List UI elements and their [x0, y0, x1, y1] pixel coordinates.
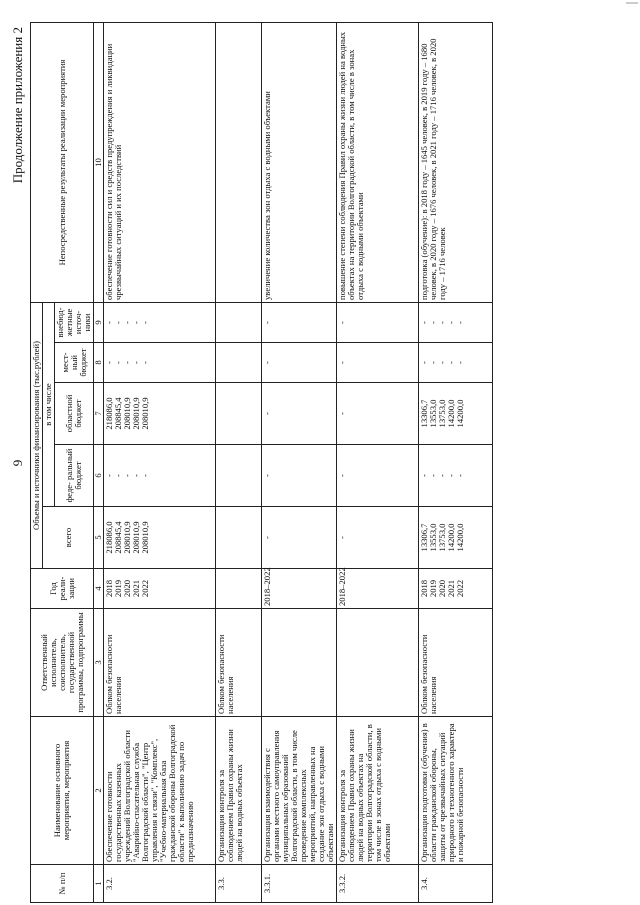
responsible-executor: Облком безопасности населения [104, 609, 216, 717]
result-cell [216, 22, 262, 302]
result-cell: обеспечение готовности сил и средств предупреждения и ликвидации чрезвычайных ситуаций и их последствий [104, 22, 216, 302]
total-cell-value: 14200,0 [446, 523, 457, 552]
col-number: 2 [94, 717, 104, 865]
year-cell-value: 2020 [122, 579, 133, 598]
header-regional: областной бюджет [55, 383, 94, 445]
col-number: 9 [94, 302, 104, 342]
activity-name: Обеспечение готовности государственных казенных учреждений Волгоградской области "Аварийно-спасательная служба Волгоградской области", "Центр управления и связи", "Комплекс", "Учебно-материальная база гражданской обороны Волгоградской области" к выполнению задач по предназначению [104, 717, 216, 865]
year-cell-value: 2019 [428, 579, 439, 598]
header-num: № п/п [31, 865, 94, 903]
header-extra: внебюд- жетные источ- ники [55, 302, 94, 342]
local-cell-value: - [131, 361, 142, 364]
result-cell: увеличение количества зон отдыха с водными объектами [262, 22, 337, 302]
scan-mark [626, 2, 638, 4]
local-cell-value: - [337, 361, 348, 364]
year-cell-value: 2021 [131, 579, 142, 598]
extra-cell-value: - [262, 321, 273, 324]
col-number: 3 [94, 609, 104, 717]
extra-cell [262, 302, 337, 342]
regional-cell-value: 208010,9 [122, 397, 133, 430]
regional-cell [262, 383, 337, 445]
federal-cell-value: - [455, 474, 466, 477]
federal-cell [419, 445, 493, 507]
total-cell-value: 208845,4 [113, 521, 124, 554]
col-number: 5 [94, 507, 104, 569]
local-cell [104, 343, 216, 383]
total-cell-value: 13306,7 [419, 523, 430, 552]
col-number: 7 [94, 383, 104, 445]
year-cell-value: 2021 [446, 579, 457, 598]
result-cell: подготовка (обучение): в 2018 году – 1645 человек, в 2019 году – 1680 человек, в 2020 году – 1676 человек, в 2021 году – 1716 человек, в 2020 году – 1716 человек [419, 22, 493, 302]
header-name: Наименование основного мероприятия, мероприятия [31, 717, 94, 865]
activity-name: Организация подготовки (обучения) в области гражданской обороны, защиты от чрезвычайных ситуаций природного и техногенного характера и пожарной безопасности [419, 717, 493, 865]
year-cell-value: 2018 [104, 579, 115, 598]
local-cell [262, 343, 337, 383]
regional-cell-value: 13753,0 [437, 399, 448, 428]
responsible-executor [262, 609, 337, 717]
total-cell-value: 13553,0 [428, 523, 439, 552]
regional-cell-value: 208010,9 [131, 397, 142, 430]
year-cell [262, 569, 337, 609]
col-number: 10 [94, 22, 104, 302]
year-cell-value: 2018–2022 [337, 567, 348, 606]
col-number: 8 [94, 343, 104, 383]
local-cell-value: - [122, 361, 133, 364]
extra-cell [337, 302, 419, 342]
federal-cell-value: - [446, 474, 457, 477]
local-cell-value: - [455, 361, 466, 364]
year-cell-value: 2018 [419, 579, 430, 598]
activity-name: Организация взаимодействия с органами местного самоуправления муниципальных образований Волгоградской области, в том числе проведение комплексных мероприятий, направленных на создание зон отдыха с водными объектами [262, 717, 337, 865]
extra-cell-value: - [113, 321, 124, 324]
federal-cell [104, 445, 216, 507]
federal-cell-value: - [419, 474, 430, 477]
federal-cell-value: - [337, 474, 348, 477]
year-cell-value: 2022 [140, 579, 151, 598]
row-number: 3.3.1. [262, 865, 337, 903]
header-federal: феде- ральный бюджет [55, 445, 94, 507]
program-table [30, 22, 493, 903]
federal-cell [337, 445, 419, 507]
year-cell-value: 2022 [455, 579, 466, 598]
extra-cell [216, 302, 262, 342]
regional-cell [216, 383, 262, 445]
local-cell-value: - [419, 361, 430, 364]
local-cell-value: - [446, 361, 457, 364]
local-cell [337, 343, 419, 383]
federal-cell [262, 445, 337, 507]
extra-cell-value: - [437, 321, 448, 324]
header-including: в том числе [43, 302, 55, 506]
extra-cell-value: - [446, 321, 457, 324]
local-cell-value: - [104, 361, 115, 364]
row-number: 3.4. [419, 865, 493, 903]
table-row [419, 22, 493, 902]
year-cell [216, 569, 262, 609]
total-cell-value: - [262, 536, 273, 539]
extra-cell-value: - [140, 321, 151, 324]
regional-cell-value: 14200,0 [455, 399, 466, 428]
row-number: 3.2. [104, 865, 216, 903]
table-row [337, 22, 419, 902]
extra-cell-value: - [122, 321, 133, 324]
year-cell-value: 2019 [113, 579, 124, 598]
regional-cell [104, 383, 216, 445]
federal-cell-value: - [437, 474, 448, 477]
federal-cell [216, 445, 262, 507]
local-cell-value: - [428, 361, 439, 364]
extra-cell-value: - [428, 321, 439, 324]
year-cell [419, 569, 493, 609]
extra-cell-value: - [455, 321, 466, 324]
extra-cell-value: - [337, 321, 348, 324]
extra-cell-value: - [104, 321, 115, 324]
total-cell [262, 507, 337, 569]
header-responsible: Ответственный исполнитель, соисполнитель, государственной программы, подпрограммы [31, 609, 94, 717]
total-cell [104, 507, 216, 569]
total-cell-value: 13753,0 [437, 523, 448, 552]
federal-cell-value: - [104, 474, 115, 477]
table-row [262, 22, 337, 902]
year-cell [104, 569, 216, 609]
row-number: 3.3. [216, 865, 262, 903]
activity-name: Организация контроля за соблюдением Правил охраны жизни людей на водных объектах [216, 717, 262, 865]
federal-cell-value: - [428, 474, 439, 477]
rotated-table-sheet [10, 23, 630, 903]
total-cell-value: 208010,9 [122, 521, 133, 554]
activity-name: Организация контроля за соблюдением Правил охраны жизни людей на водных объектах на территории Волгоградской области, в том числе в зонах отдыха с водными объектами [337, 717, 419, 865]
total-cell-value: 208010,9 [131, 521, 142, 554]
col-number: 6 [94, 445, 104, 507]
regional-cell-value: 13306,7 [419, 399, 430, 428]
local-cell [216, 343, 262, 383]
year-cell-value: 2020 [437, 579, 448, 598]
local-cell-value: - [262, 361, 273, 364]
total-cell-value: - [337, 536, 348, 539]
row-number: 3.3.2. [337, 865, 419, 903]
local-cell [419, 343, 493, 383]
extra-cell-value: - [419, 321, 430, 324]
extra-cell [419, 302, 493, 342]
table-row [216, 22, 262, 902]
continuation-label: Продолжение приложения 2 [10, 27, 25, 184]
regional-cell-value: 13553,0 [428, 399, 439, 428]
regional-cell [419, 383, 493, 445]
federal-cell-value: - [122, 474, 133, 477]
federal-cell-value: - [140, 474, 151, 477]
header-result: Непосредственные результаты реализации мероприятия [31, 22, 94, 302]
regional-cell [337, 383, 419, 445]
regional-cell-value: 208010,9 [140, 397, 151, 430]
regional-cell-value: 218086,0 [104, 397, 115, 430]
responsible-executor [337, 609, 419, 717]
header-year: Год реали- зации [31, 569, 94, 609]
year-cell [337, 569, 419, 609]
total-cell-value: 218086,0 [104, 521, 115, 554]
year-cell-value: 2018–2022 [262, 567, 273, 606]
page-number: 9 [10, 459, 25, 467]
total-cell [419, 507, 493, 569]
total-cell-value: 208010,9 [140, 521, 151, 554]
header-funding: Объемы и источники финансирования (тыс.рублей) [31, 302, 43, 568]
federal-cell-value: - [131, 474, 142, 477]
result-cell: повышение степени соблюдения Правил охраны жизни людей на водных объектах на территории Волгоградской области, в том числе в зонах отдыха с водными объектами [337, 22, 419, 302]
header-local: мест- ный бюджет [55, 343, 94, 383]
regional-cell-value: 208845,4 [113, 397, 124, 430]
responsible-executor: Облком безопасности населения [419, 609, 493, 717]
regional-cell-value: 14200,0 [446, 399, 457, 428]
extra-cell-value: - [131, 321, 142, 324]
table-row [104, 22, 216, 902]
local-cell-value: - [140, 361, 151, 364]
total-cell [216, 507, 262, 569]
federal-cell-value: - [262, 474, 273, 477]
responsible-executor: Облком безопасности населения [216, 609, 262, 717]
federal-cell-value: - [113, 474, 124, 477]
total-cell [337, 507, 419, 569]
regional-cell-value: - [337, 412, 348, 415]
extra-cell [104, 302, 216, 342]
header-total: всего [43, 507, 94, 569]
col-number: 1 [94, 865, 104, 903]
table-body [104, 22, 493, 902]
local-cell-value: - [113, 361, 124, 364]
local-cell-value: - [437, 361, 448, 364]
regional-cell-value: - [262, 412, 273, 415]
total-cell-value: 14200,0 [455, 523, 466, 552]
col-number: 4 [94, 569, 104, 609]
